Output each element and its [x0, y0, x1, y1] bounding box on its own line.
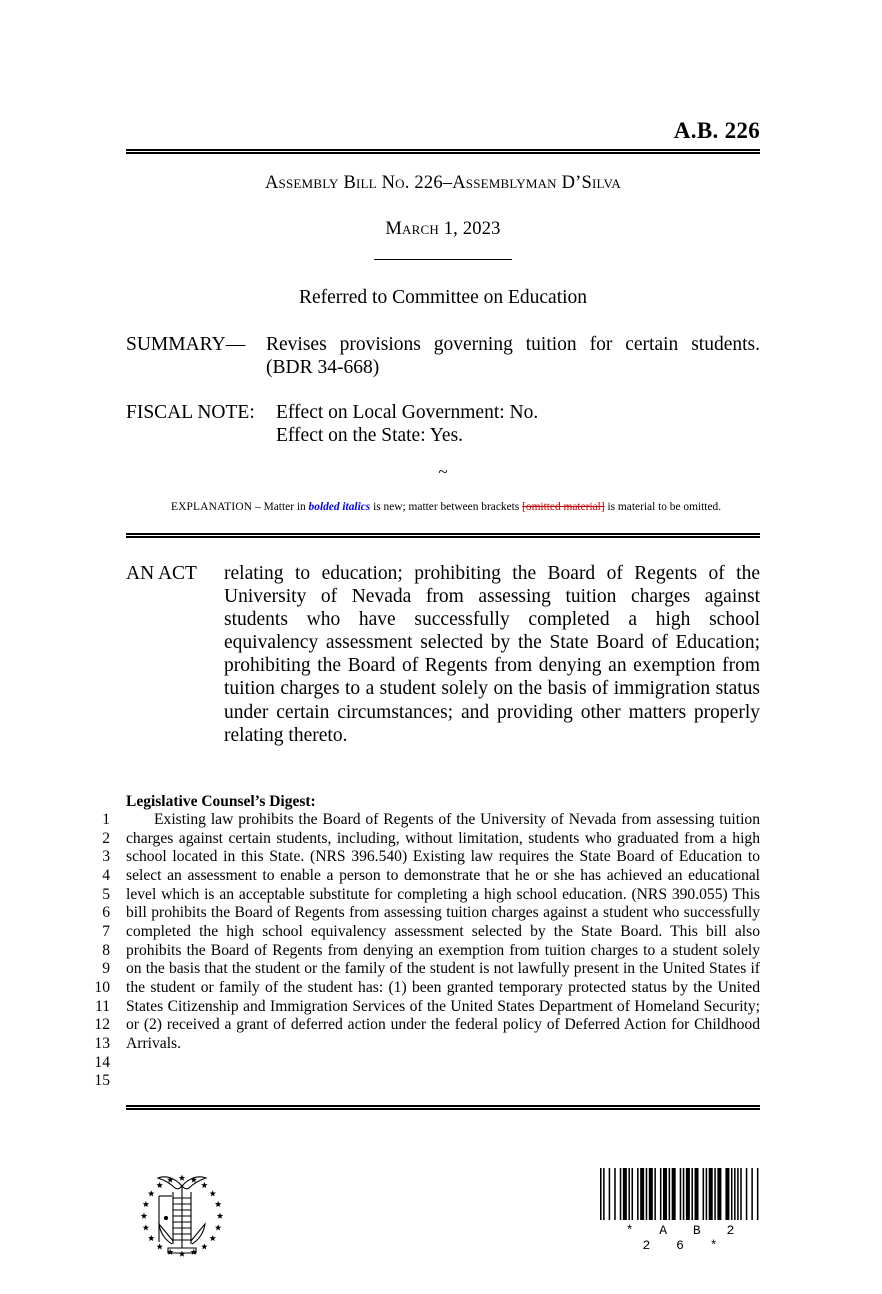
explanation-middle: is new; matter between brackets	[370, 501, 523, 513]
barcode-text: * A B 2 2 6 *	[625, 1223, 744, 1253]
digest-line-number: 4	[102, 866, 110, 884]
digest-line-number: 5	[102, 885, 110, 903]
bill-number: A.B. 226	[673, 118, 760, 143]
summary-label: SUMMARY—	[126, 334, 246, 355]
explanation-new-material: bolded italics	[308, 501, 371, 513]
digest-heading: Legislative Counsel’s Digest:	[126, 793, 316, 810]
date-divider	[374, 259, 512, 260]
act-lead-label: AN ACT	[126, 563, 197, 584]
digest-line-number: 2	[102, 829, 110, 847]
digest-line-number: 13	[94, 1034, 110, 1052]
referred-to-committee: Referred to Committee on Education	[298, 287, 588, 308]
summary-text: Revises provisions governing tuition for certain students. (BDR 34-668)	[266, 334, 760, 378]
digest-line-number: 10	[94, 978, 110, 996]
digest-line-number: 7	[102, 922, 110, 940]
digest-line-number: 3	[102, 848, 110, 866]
bill-date: March 1, 2023	[385, 219, 501, 239]
barcode	[600, 1168, 760, 1253]
fiscal-note-state: Effect on the State: Yes.	[276, 425, 464, 446]
nevada-state-seal-icon	[128, 1152, 236, 1264]
digest-line-number: 8	[102, 941, 110, 959]
summary-block	[126, 333, 760, 379]
bill-title: Assembly Bill No. 226–Assemblyman D’Silva	[265, 173, 621, 193]
digest-line-number: 9	[102, 960, 110, 978]
digest-line-number: 15	[94, 1072, 110, 1090]
digest-line-number: 6	[102, 904, 110, 922]
act-text: relating to education; prohibiting the Board of Regents of the University of Nevada from assessing tuition charges against students who have successfully completed a high school equivalency assessment selected by the State Board of Education; prohibiting the Board of Regents from denying an exemption from tuition charges to a student solely on the basis of immigration status under certain circumstances; and providing other matters properly relating thereto.	[224, 563, 760, 746]
explanation-line	[136, 501, 756, 513]
explanation-suffix: is material to be omitted.	[604, 501, 722, 513]
act-paragraph	[126, 562, 760, 747]
digest-line-numbers	[60, 811, 110, 1091]
explanation-omitted-material: [omitted material]	[522, 501, 605, 513]
fiscal-note-block	[126, 401, 760, 447]
digest-line-number: 11	[94, 997, 110, 1015]
digest-paragraph: Existing law prohibits the Board of Regents of the University of Nevada from assessing tuition charges against certain students, including, without limitation, students who graduated from a high school located in this State. (NRS 396.540) Existing law requires the State Board of Education to select an assessment to enable a person to demonstrate that he or she has achieved an educational level which is an acceptable substitute for completing a high school education. (NRS 390.055) This bill prohibits the Board of Regents from assessing tuition charges against a student who successfully completed the high school equivalency assessment selected by the State Board. This bill also prohibits the Board of Regents from denying an exemption from tuition charges to a student solely on the basis that the student or the family of the student is not lawfully present in the United States if the student or family of the student has: (1) been granted temporary protected status by the United States Citizenship and Immigration Services of the United States Department of Homeland Security; or (2) received a grant of deferred action under the federal policy of Deferred Action for Childhood Arrivals.	[126, 811, 760, 1052]
digest-line-number: 12	[94, 1016, 110, 1034]
tilde-separator: ~	[438, 462, 448, 481]
header-divider-top	[126, 149, 760, 154]
explanation-dash: – Matter in	[252, 501, 309, 513]
digest-line-number: 14	[94, 1053, 110, 1071]
barcode-bars	[600, 1168, 760, 1220]
fiscal-note-local-government: Effect on Local Government: No.	[276, 402, 539, 423]
fiscal-note-label: FISCAL NOTE:	[126, 402, 255, 423]
explanation-divider	[126, 533, 760, 538]
digest-line-number: 1	[102, 811, 110, 828]
explanation-prefix: EXPLANATION	[170, 501, 253, 513]
summary-paragraph	[126, 333, 760, 379]
footer-divider	[126, 1105, 760, 1110]
